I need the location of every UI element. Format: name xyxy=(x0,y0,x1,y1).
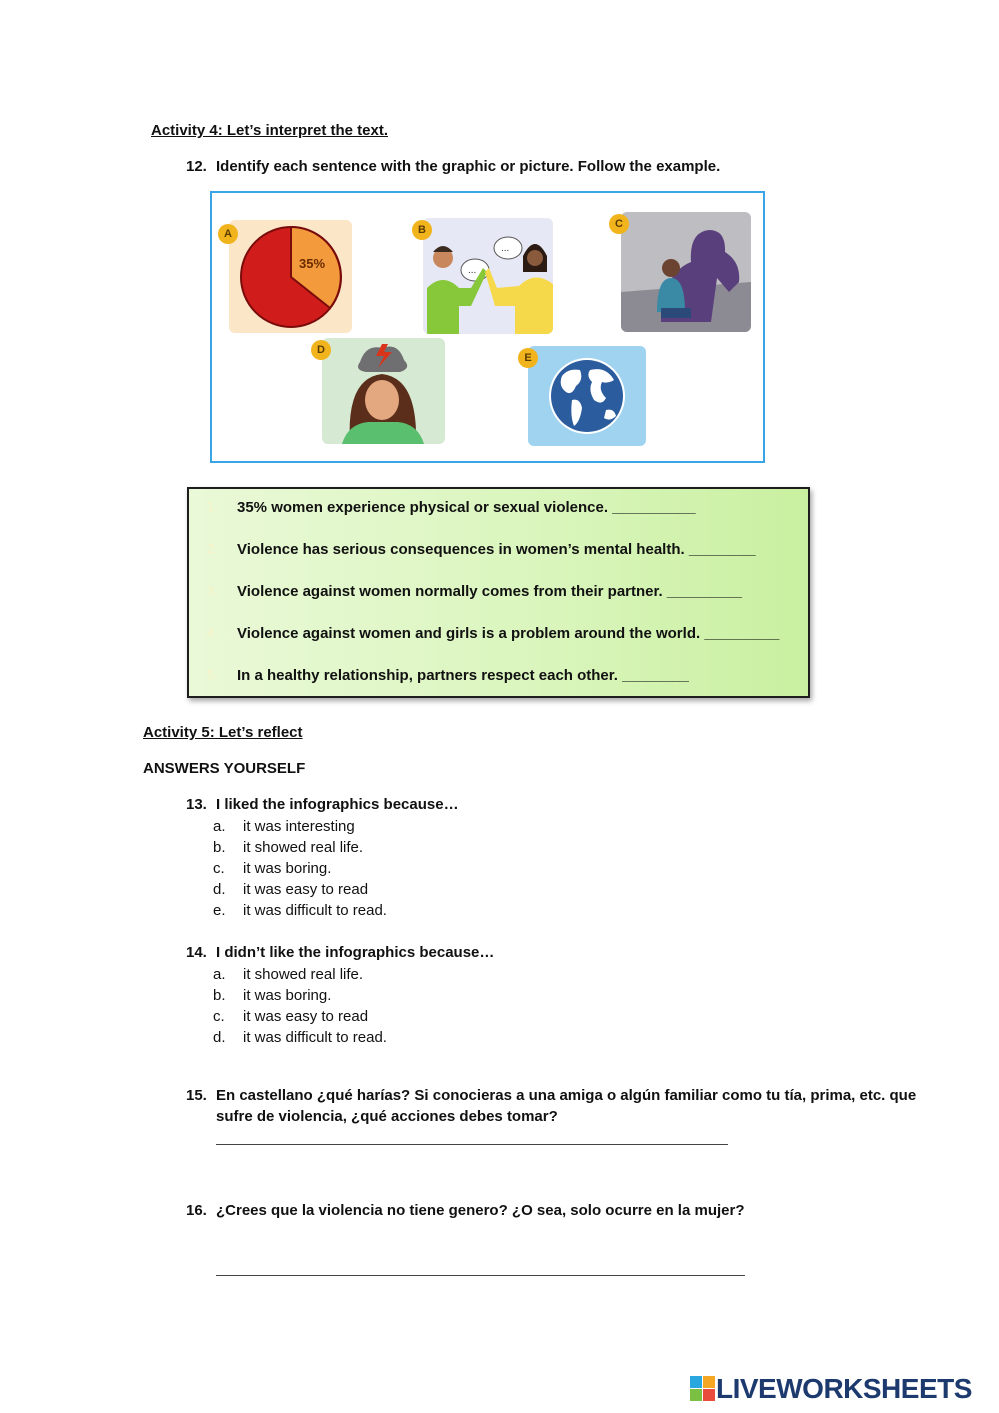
sentence-number: 5. xyxy=(207,667,218,682)
q13-option[interactable]: it showed real life. xyxy=(243,839,364,856)
q16-text: ¿Crees que la violencia no tiene genero? ¿O sea, solo ocurre en la mujer? xyxy=(216,1202,745,1219)
badge-b: B xyxy=(412,220,432,240)
picture-d-card[interactable] xyxy=(322,338,445,444)
sentence-number: 2. xyxy=(207,541,218,556)
q13-option-letter: e. xyxy=(213,902,226,919)
sentences-box xyxy=(187,487,810,698)
q13-option-letter: b. xyxy=(213,839,226,856)
q14-option[interactable]: it was difficult to read. xyxy=(243,1029,387,1046)
q13-option[interactable]: it was interesting xyxy=(243,818,355,835)
sentence-text[interactable]: 35% women experience physical or sexual violence. __________ xyxy=(237,499,696,516)
q12-text: Identify each sentence with the graphic or picture. Follow the example. xyxy=(216,158,721,175)
sentence-number: 4. xyxy=(207,625,218,640)
q14-option[interactable]: it showed real life. xyxy=(243,966,364,983)
q12-number: 12. xyxy=(186,158,207,175)
liveworksheets-emblem-icon xyxy=(690,1376,716,1402)
q14-option-letter: d. xyxy=(213,1029,226,1046)
picture-b-card[interactable] xyxy=(423,218,553,334)
q14-option[interactable]: it was easy to read xyxy=(243,1008,369,1025)
activity5-subtitle: ANSWERS YOURSELF xyxy=(143,760,306,777)
q13-option[interactable]: it was easy to read xyxy=(243,881,369,898)
q14-option-letter: a. xyxy=(213,966,226,983)
q14-number: 14. xyxy=(186,944,207,961)
q13-option-letter: c. xyxy=(213,860,225,877)
q13-option-letter: a. xyxy=(213,818,226,835)
q13-text: I liked the infographics because… xyxy=(216,796,459,813)
shadow-figure-icon xyxy=(621,212,751,332)
q15-text-line1: En castellano ¿qué harías? Si conocieras a una amiga o algún familiar como tu tía, prima, etc. que xyxy=(216,1087,917,1104)
q13-number: 13. xyxy=(186,796,207,813)
q14-option-letter: c. xyxy=(213,1008,225,1025)
badge-d: D xyxy=(311,340,331,360)
pie-chart-icon xyxy=(229,220,352,333)
stressed-woman-icon xyxy=(322,338,445,444)
sentence-text[interactable]: In a healthy relationship, partners respect each other. ________ xyxy=(237,667,689,684)
picture-frame xyxy=(210,191,765,463)
badge-c: C xyxy=(609,214,629,234)
q13-option[interactable]: it was boring. xyxy=(243,860,332,877)
sentence-number: 3. xyxy=(207,583,218,598)
q15-number: 15. xyxy=(186,1087,207,1104)
q13-option[interactable]: it was difficult to read. xyxy=(243,902,387,919)
activity5-title: Activity 5: Let’s reflect xyxy=(143,724,303,741)
sentence-number: 1. xyxy=(207,499,218,514)
q16-number: 16. xyxy=(186,1202,207,1219)
liveworksheets-logo[interactable] xyxy=(690,1373,972,1405)
q14-text: I didn’t like the infographics because… xyxy=(216,944,495,961)
q14-option[interactable]: it was boring. xyxy=(243,987,332,1004)
badge-e: E xyxy=(518,348,538,368)
q13-option-letter: d. xyxy=(213,881,226,898)
q16-answer-field[interactable] xyxy=(216,1275,745,1276)
q15-answer-field[interactable] xyxy=(216,1144,728,1145)
badge-a: A xyxy=(218,224,238,244)
globe-icon xyxy=(528,346,646,446)
picture-a-card[interactable] xyxy=(229,220,352,333)
sentence-text[interactable]: Violence against women normally comes from their partner. _________ xyxy=(237,583,742,600)
activity4-title: Activity 4: Let’s interpret the text. xyxy=(151,122,388,139)
couple-icon xyxy=(423,218,553,334)
q14-option-letter: b. xyxy=(213,987,226,1004)
bubble-right: ... xyxy=(501,243,510,254)
picture-e-card[interactable] xyxy=(528,346,646,446)
pie-label: 35% xyxy=(299,256,326,271)
sentence-text[interactable]: Violence has serious consequences in women’s mental health. ________ xyxy=(237,541,756,558)
bubble-left: ... xyxy=(468,265,477,276)
sentence-text[interactable]: Violence against women and girls is a problem around the world. _________ xyxy=(237,625,780,642)
picture-c-card[interactable] xyxy=(621,212,751,332)
liveworksheets-wordmark: LIVEWORKSHEETS xyxy=(716,1373,972,1404)
q15-text-line2: sufre de violencia, ¿qué acciones debes tomar? xyxy=(216,1108,558,1125)
